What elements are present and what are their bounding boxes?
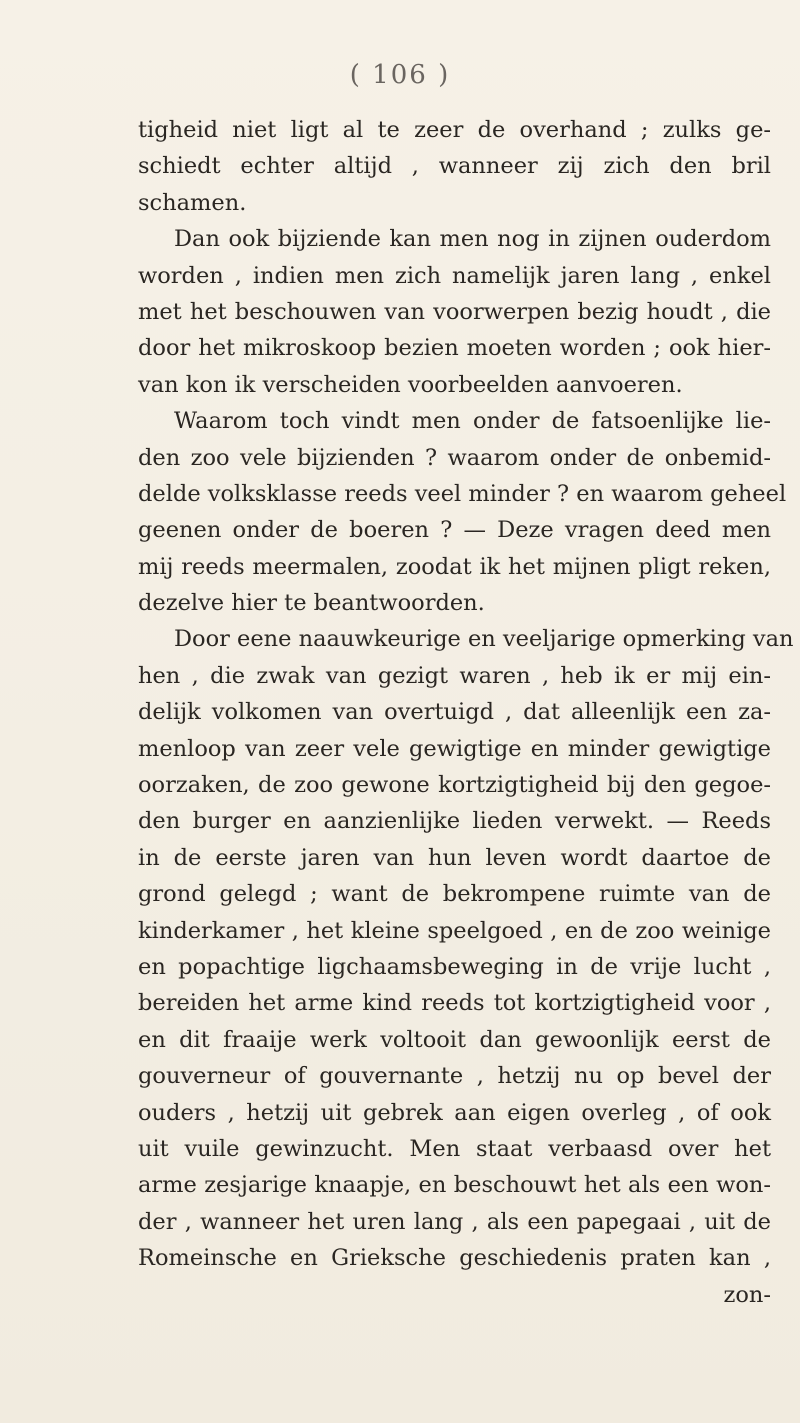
text-line: Dan ook bijziende kan men nog in zijnen ouderdom	[174, 226, 771, 253]
text-line: delijk volkomen van overtuigd , dat alleenlijk een za-	[138, 699, 771, 726]
text-line: schiedt echter altijd , wanneer zij zich den bril	[138, 153, 771, 180]
text-line: bereiden het arme kind reeds tot kortzigtigheid voor ,	[138, 990, 771, 1017]
text-line: uit vuile gewinzucht. Men staat verbaasd over het	[138, 1135, 771, 1162]
text-line: mij reeds meermalen, zoodat ik het mijnen pligt reken,	[138, 553, 771, 580]
text-line: arme zesjarige knaapje, en beschouwt het als een won-	[138, 1172, 771, 1199]
text-line: met het beschouwen van voorwerpen bezig houdt , die	[138, 298, 771, 325]
text-line: schamen.	[138, 189, 247, 216]
text-line: Waarom toch vindt men onder de fatsoenlijke lie-	[174, 408, 771, 435]
text-line: Romeinsche en Grieksche geschiedenis praten kan ,	[138, 1245, 771, 1272]
text-line: menloop van zeer vele gewigtige en minder gewigtige	[138, 735, 771, 762]
text-line: delde volksklasse reeds veel minder ? en waarom geheel	[138, 480, 787, 507]
text-line: hen , die zwak van gezigt waren , heb ik er mij ein-	[138, 662, 771, 689]
text-line: Door eene naauwkeurige en veeljarige opmerking van	[174, 626, 794, 653]
text-line: den burger en aanzienlijke lieden verwekt. — Reeds	[138, 808, 771, 835]
text-line: dezelve hier te beantwoorden.	[138, 590, 485, 617]
text-line: geenen onder de boeren ? — Deze vragen deed men	[138, 517, 771, 544]
text-line: oorzaken, de zoo gewone kortzigtigheid bij den gegoe-	[138, 772, 771, 799]
text-line: tigheid niet ligt al te zeer de overhand ; zulks ge-	[138, 117, 771, 143]
text-line: van kon ik verscheiden voorbeelden aanvoeren.	[138, 371, 683, 398]
text-line: en dit fraaije werk voltooit dan gewoonlijk eerst de	[138, 1026, 771, 1053]
text-line: den zoo vele bijzienden ? waarom onder de onbemid-	[138, 444, 771, 471]
text-line: grond gelegd ; want de bekrompene ruimte van de	[138, 881, 771, 908]
body-text	[138, 112, 794, 1313]
text-line: ouders , hetzij uit gebrek aan eigen overleg , of ook	[138, 1099, 771, 1126]
text-line: en popachtige ligchaamsbeweging in de vrije lucht ,	[138, 953, 771, 980]
text-line: worden , indien men zich namelijk jaren lang , enkel	[138, 262, 771, 289]
text-line: der , wanneer het uren lang , als een papegaai , uit de	[138, 1208, 771, 1235]
page-number: ( 106 )	[349, 60, 451, 90]
catchword: zon-	[723, 1281, 771, 1308]
text-line: in de eerste jaren van hun leven wordt daartoe de	[138, 844, 771, 871]
text-line: door het mikroskoop bezien moeten worden ; ook hier-	[138, 335, 771, 362]
text-line: kinderkamer , het kleine speelgoed , en de zoo weinige	[138, 917, 771, 944]
text-line: gouverneur of gouvernante , hetzij nu op bevel der	[138, 1063, 771, 1090]
